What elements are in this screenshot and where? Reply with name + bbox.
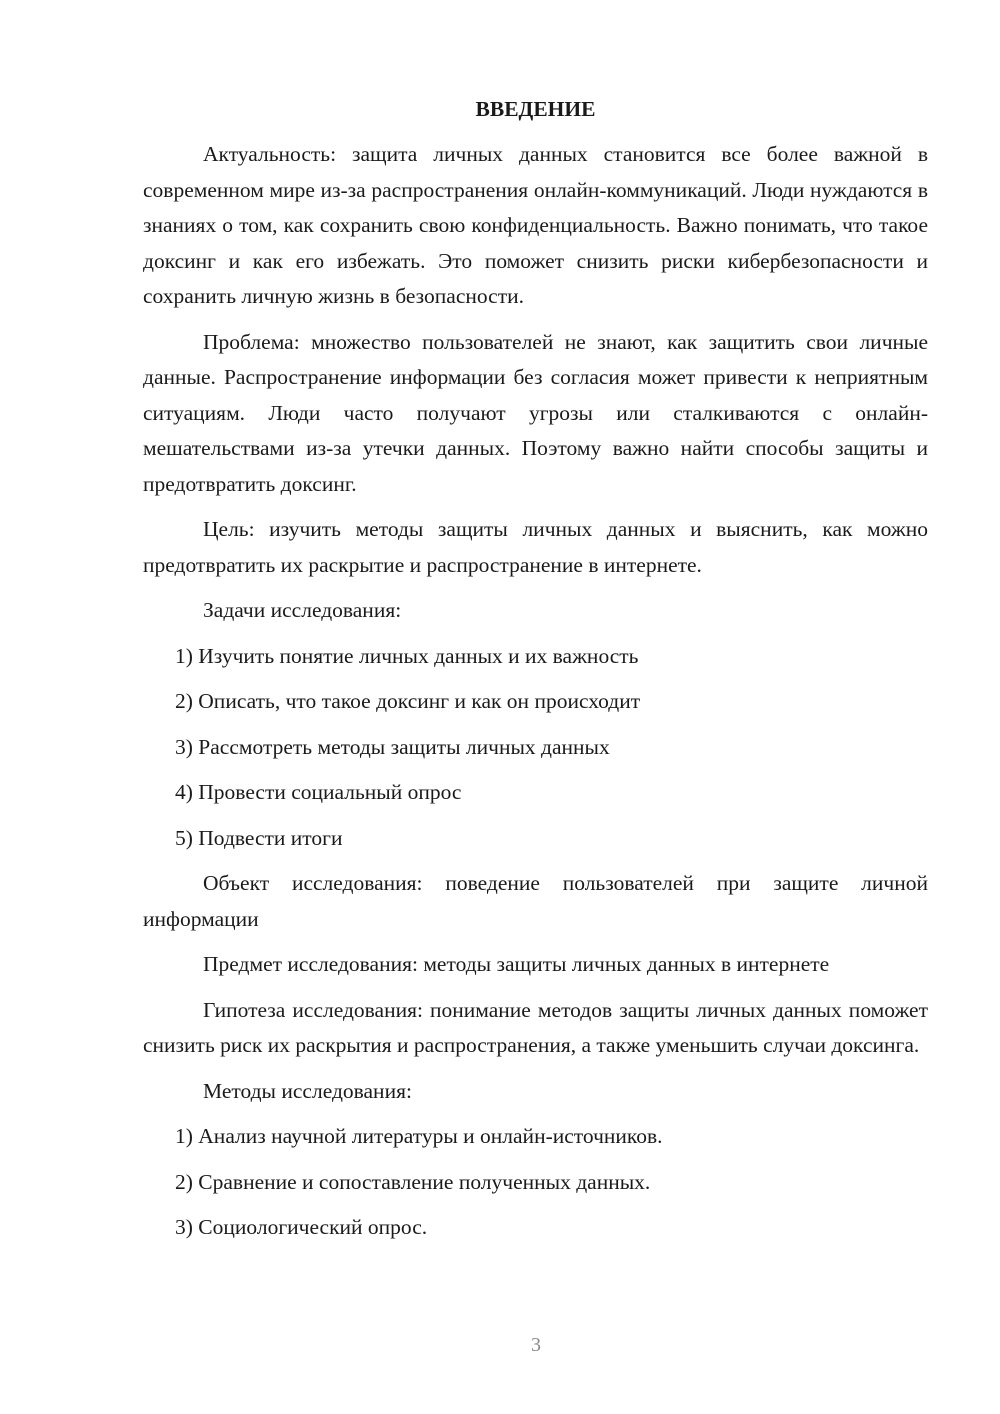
hypothesis-paragraph: Гипотеза исследования: понимание методов защиты личных данных поможет снизить риск их раскрытия и распространения, а также уменьшить случаи доксинга. xyxy=(143,997,928,1057)
problem-paragraph: Проблема: множество пользователей не знают, как защитить свои личные данные. Распространение информации без согласия может привести к неприятным ситуациям. Люди часто получают угрозы или сталкиваются с онлайн-мешательствами из-за утечки данных. Поэтому важно найти способы защиты и предотвратить доксинг. xyxy=(143,329,928,496)
subject-paragraph: Предмет исследования: методы защиты личных данных в интернете xyxy=(203,952,830,976)
tasks-heading: Задачи исследования: xyxy=(203,598,402,622)
methods-list xyxy=(143,1119,928,1246)
task-item: 1) Изучить понятие личных данных и их важность xyxy=(175,643,639,668)
method-item: 2) Сравнение и сопоставление полученных данных. xyxy=(175,1169,651,1194)
task-item: 4) Провести социальный опрос xyxy=(175,780,462,804)
task-item: 2) Описать, что такое доксинг и как он происходит xyxy=(175,689,641,713)
goal-paragraph: Цель: изучить методы защиты личных данных и выяснить, как можно предотвратить их раскрытие и распространение в интернете. xyxy=(143,517,928,577)
task-item: 5) Подвести итоги xyxy=(175,825,343,850)
task-item: 3) Рассмотреть методы защиты личных данных xyxy=(175,734,610,759)
methods-heading: Методы исследования: xyxy=(203,1078,412,1103)
document-title: ВВЕДЕНИЕ xyxy=(475,97,596,121)
tasks-list xyxy=(143,639,928,857)
relevance-paragraph: Актуальность: защита личных данных становится все более важной в современном мире из-за распространения онлайн-коммуникаций. Люди нуждаются в знаниях о том, как сохранить свою конфиденциальность. Важно понимать, что такое доксинг и как его избежать. Это поможет снизить риски кибербезопасности и сохранить личную жизнь в безопасности. xyxy=(143,142,928,308)
document-page xyxy=(143,92,928,1256)
method-item: 1) Анализ научной литературы и онлайн-источников. xyxy=(175,1124,663,1148)
method-item: 3) Социологический опрос. xyxy=(175,1215,428,1239)
object-paragraph: Объект исследования: поведение пользователей при защите личной информации xyxy=(143,871,928,931)
page-number: 3 xyxy=(531,1334,541,1356)
